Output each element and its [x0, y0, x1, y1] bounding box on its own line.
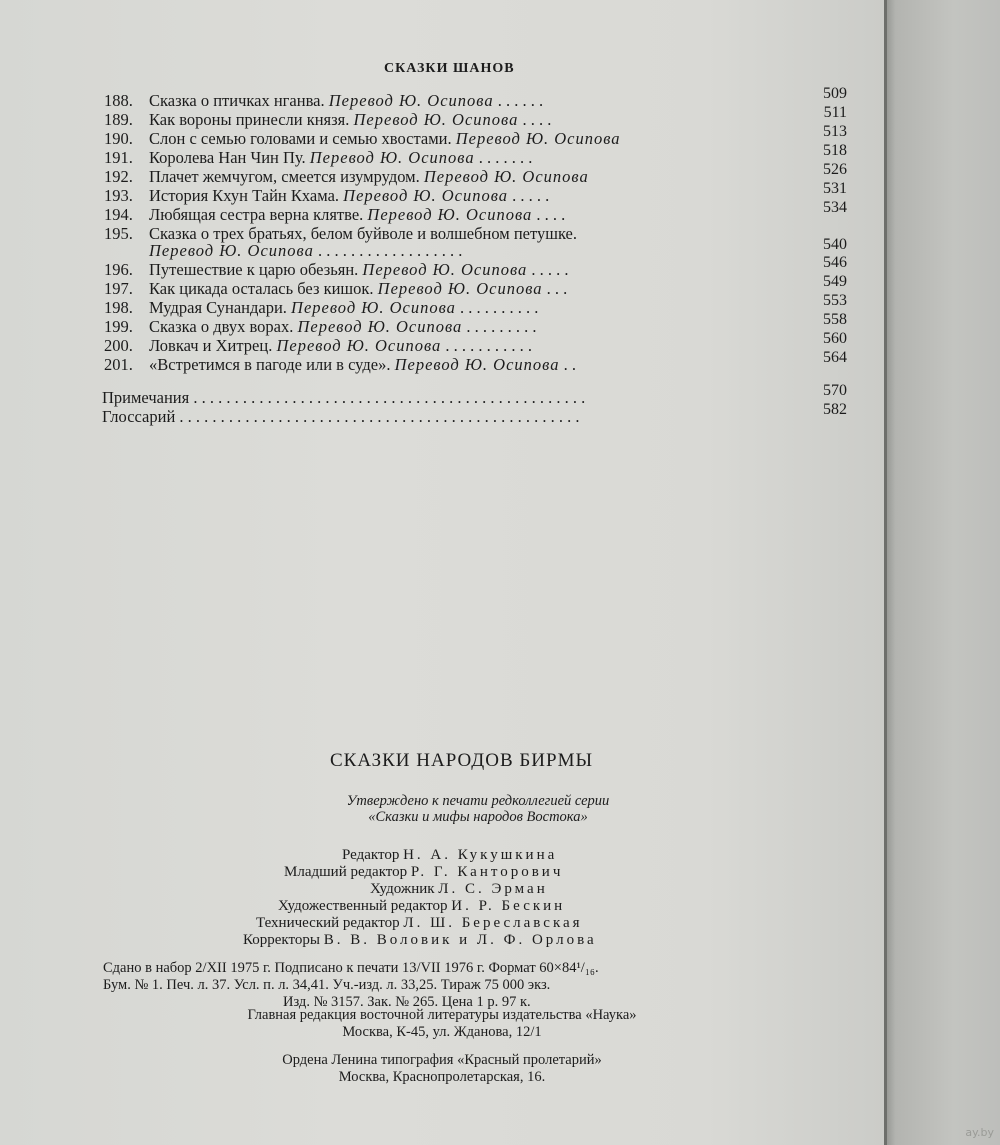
toc-title: Сказка о птичках нганва. — [149, 91, 325, 110]
printer-block — [0, 1052, 884, 1086]
toc-page: 534 — [823, 199, 847, 216]
toc-page: 560 — [823, 330, 847, 347]
toc-translator: Перевод Ю. Осипова — [362, 260, 528, 279]
toc-entry — [149, 110, 551, 130]
toc-number: 192. — [104, 167, 133, 186]
toc-entry — [149, 298, 538, 318]
toc-row — [102, 199, 847, 224]
toc-title: Королева Нан Чин Пу. — [149, 148, 306, 167]
toc-row — [102, 349, 847, 374]
toc-leader: . . . — [546, 279, 568, 298]
toc-title: Глоссарий — [102, 407, 176, 426]
credit-name: Р. Г. Канторович — [410, 864, 564, 880]
toc-leader: . . . . . . . — [478, 148, 533, 167]
toc-leader: . . . . . . . . . . . . . . . . . . — [317, 241, 463, 260]
toc-page: 518 — [823, 142, 847, 159]
toc-leader: . . . . . . . . . — [466, 317, 537, 336]
toc-title: Как вороны принесли князя. — [149, 110, 350, 129]
credit-name: В. В. Воловик и Л. Ф. Орлова — [323, 932, 597, 948]
credit-line — [256, 915, 583, 932]
toc-page: 546 — [823, 254, 847, 271]
toc-page: 582 — [823, 401, 847, 418]
toc-number: 188. — [104, 91, 133, 110]
toc-title: Сказка о двух ворах. — [149, 317, 294, 336]
toc-page: 531 — [823, 180, 847, 197]
toc-title: Мудрая Сунандари. — [149, 298, 287, 317]
toc-translator: Перевод Ю. Осипова — [343, 186, 508, 205]
toc-row — [102, 142, 847, 167]
toc-number: 191. — [104, 148, 133, 167]
toc-entry — [149, 148, 532, 168]
toc-number: 190. — [104, 129, 133, 148]
credit-role: Художник — [370, 881, 435, 897]
toc-leader: . . . . — [536, 205, 566, 224]
toc-number: 193. — [104, 186, 133, 205]
toc-number: 200. — [104, 336, 133, 355]
credit-name: И. Р. Бескин — [451, 898, 566, 914]
toc-number: 189. — [104, 110, 133, 129]
imprint-line: Сдано в набор 2/XII 1975 г. Подписано к печати 13/VII 1976 г. Формат 60×84¹/₁₆. — [103, 960, 599, 976]
approval-note — [278, 793, 678, 825]
toc-entry — [149, 336, 532, 356]
toc-row — [102, 273, 847, 298]
toc-page: 570 — [823, 382, 847, 399]
toc-row — [102, 224, 847, 260]
toc-leader: . . . . . — [512, 186, 550, 205]
toc-title: Любящая сестра верна клятве. — [149, 205, 364, 224]
imprint-block — [103, 960, 599, 1011]
imprint-line: Изд. № 3157. Зак. № 265. Цена 1 р. 97 к. — [283, 994, 531, 1010]
toc-translator: Перевод Ю. Осипова — [149, 241, 314, 260]
section-title: СКАЗКИ ШАНОВ — [384, 61, 515, 76]
toc-page: 553 — [823, 292, 847, 309]
toc-title: История Кхун Тайн Кхама. — [149, 186, 340, 205]
toc-row — [102, 311, 847, 336]
toc-translator: Перевод Ю. Осипова — [353, 110, 519, 129]
credit-line — [278, 898, 565, 915]
imprint-line: Бум. № 1. Печ. л. 37. Усл. п. л. 34,41. Уч.-изд. л. 33,25. Тираж 75 000 экз. — [103, 977, 551, 993]
credit-role: Редактор — [342, 847, 400, 863]
toc-translator: Перевод Ю. Осипова — [377, 279, 543, 298]
toc-entry — [149, 91, 543, 111]
toc-page: 549 — [823, 273, 847, 290]
toc-leader: . . . . . . . . . . — [460, 298, 539, 317]
toc-leader: . . . . . . — [497, 91, 544, 110]
publisher-line: Главная редакция восточной литературы издательства «Наука» — [247, 1007, 637, 1023]
credit-role: Младший редактор — [284, 864, 408, 880]
toc-leader: . . — [563, 355, 576, 374]
toc-leader: . . . . . . . . . . . . . . . . . . . . . . . . . . . . . . . . . . . . . . . . . . . . . . . . — [193, 388, 586, 407]
toc-title: Примечания — [102, 388, 190, 407]
toc-row — [102, 330, 847, 355]
toc-title: Путешествие к царю обезьян. — [149, 260, 359, 279]
toc-page: 540 — [823, 236, 847, 253]
page-shadow-line — [884, 0, 887, 1145]
toc-number: 201. — [104, 355, 133, 374]
toc-translator: Перевод Ю. Осипова — [423, 167, 589, 186]
toc-number: 197. — [104, 279, 133, 298]
printer-address: Москва, Краснопролетарская, 16. — [338, 1069, 546, 1085]
toc-row — [102, 180, 847, 205]
toc-title: Сказка о трех братьях, белом буйволе и волшебном петушке. — [149, 224, 578, 243]
credit-role: Корректоры — [243, 932, 320, 948]
toc-leader: . . . . . . . . . . . — [445, 336, 533, 355]
printer-line: Ордена Ленина типография «Красный пролетарий» — [282, 1052, 602, 1068]
toc-entry — [149, 279, 567, 299]
credit-line — [370, 881, 548, 898]
toc-translator: Перевод Ю. Осипова — [276, 336, 442, 355]
toc-number: 199. — [104, 317, 133, 336]
toc-entry — [149, 186, 549, 206]
toc-title: Ловкач и Хитрец. — [149, 336, 273, 355]
toc-page: 526 — [823, 161, 847, 178]
toc-row-notes — [102, 382, 847, 407]
toc-row — [102, 161, 847, 186]
toc-page: 509 — [823, 85, 847, 102]
toc-leader: . . . . . — [531, 260, 569, 279]
toc-translator: Перевод Ю. Осипова — [309, 148, 475, 167]
toc-translator: Перевод Ю. Осипова — [297, 317, 463, 336]
toc-entry — [102, 407, 580, 427]
toc-entry — [149, 129, 621, 149]
toc-entry — [149, 355, 576, 375]
table-of-contents — [102, 85, 847, 426]
toc-entry — [149, 205, 565, 225]
toc-row — [102, 292, 847, 317]
credit-name: Л. Ш. Береславская — [403, 915, 583, 931]
toc-translator: Перевод Ю. Осипова — [291, 298, 456, 317]
toc-leader: . . . . . . . . . . . . . . . . . . . . . . . . . . . . . . . . . . . . . . . . . . . . . . . . . — [179, 407, 580, 426]
approval-line: «Сказки и мифы народов Востока» — [368, 809, 588, 825]
toc-page: 558 — [823, 311, 847, 328]
credit-name: Л. С. Эрман — [438, 881, 548, 897]
toc-entry-continued — [149, 241, 462, 261]
credit-line — [342, 847, 557, 864]
toc-row — [102, 254, 847, 279]
toc-row-glossary — [102, 401, 847, 426]
credit-line — [284, 864, 563, 881]
toc-title: Как цикада осталась без кишок. — [149, 279, 374, 298]
toc-page: 511 — [823, 104, 847, 121]
toc-row — [102, 123, 847, 148]
toc-page: 564 — [823, 349, 847, 366]
credit-role: Художественный редактор — [278, 898, 448, 914]
credit-line — [243, 932, 597, 949]
book-edge — [884, 0, 1000, 1145]
credit-role: Технический редактор — [256, 915, 400, 931]
toc-translator: Перевод Ю. Осипова — [394, 355, 560, 374]
credit-name: Н. А. Кукушкина — [403, 847, 558, 863]
book-title: СКАЗКИ НАРОДОВ БИРМЫ — [330, 750, 594, 771]
toc-translator: Перевод Ю. Осипова — [328, 91, 494, 110]
toc-number: 196. — [104, 260, 133, 279]
toc-entry — [149, 260, 569, 280]
toc-page: 513 — [823, 123, 847, 140]
toc-number: 194. — [104, 205, 133, 224]
toc-title: Слон с семью головами и семью хвостами. — [149, 129, 452, 148]
publisher-address: Москва, К-45, ул. Жданова, 12/1 — [342, 1024, 542, 1040]
watermark: ay.by — [965, 1126, 994, 1139]
toc-title: Плачет жемчугом, смеется изумрудом. — [149, 167, 420, 186]
publisher-block — [0, 1007, 884, 1041]
toc-row — [102, 85, 847, 110]
toc-entry — [149, 167, 589, 187]
toc-title: «Встретимся в пагоде или в суде». — [149, 355, 391, 374]
toc-entry — [102, 388, 585, 408]
toc-number: 198. — [104, 298, 133, 317]
toc-number: 195. — [104, 224, 133, 243]
approval-line: Утверждено к печати редколлегией серии — [346, 793, 610, 809]
toc-translator: Перевод Ю. Осипова — [455, 129, 621, 148]
toc-entry — [149, 317, 537, 337]
toc-row — [102, 104, 847, 129]
toc-translator: Перевод Ю. Осипова — [367, 205, 533, 224]
toc-leader: . . . . — [522, 110, 552, 129]
